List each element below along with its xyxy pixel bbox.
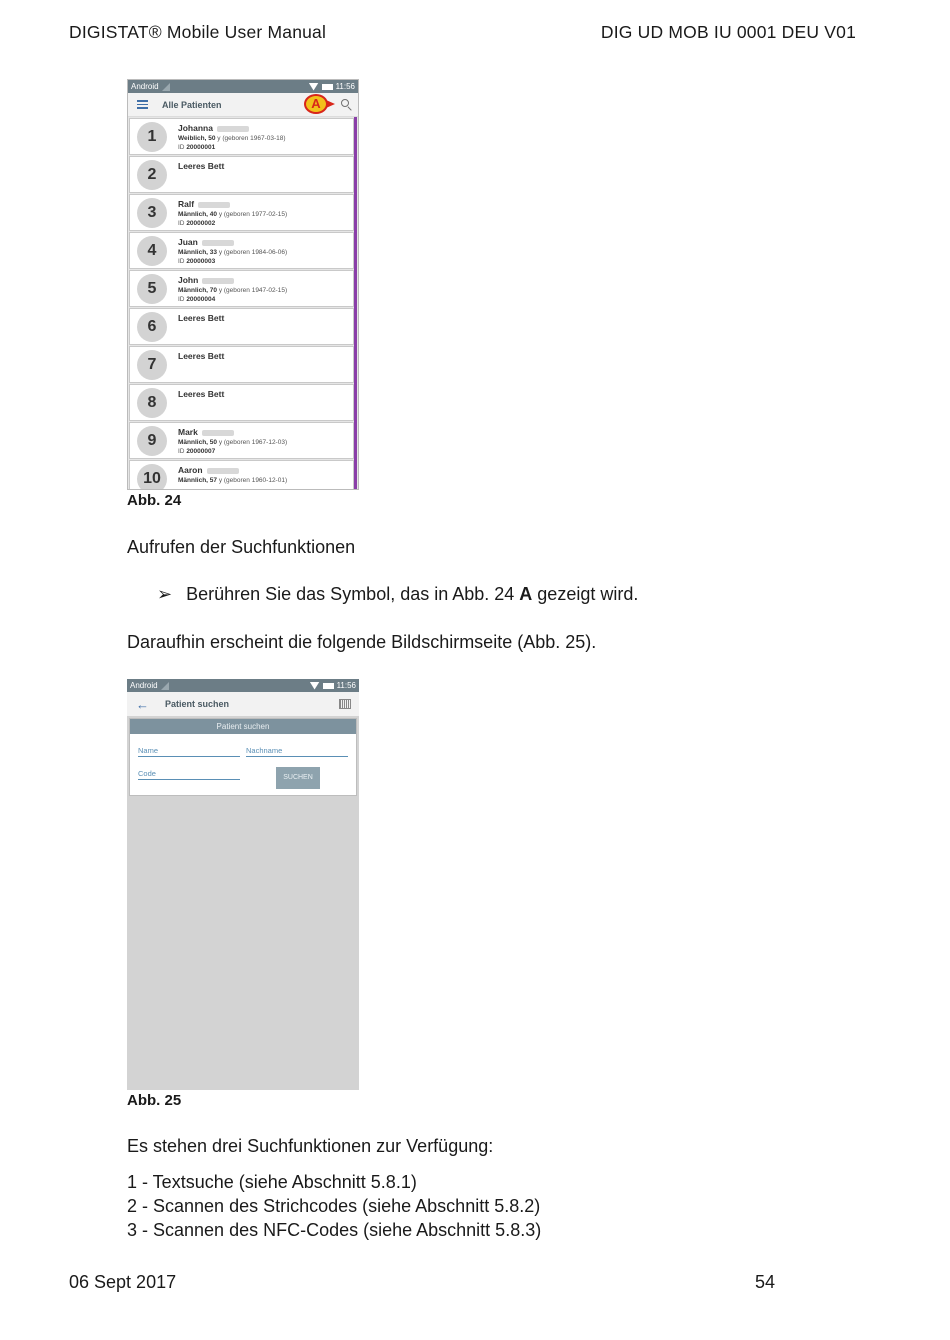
callout-marker-a: A — [304, 94, 328, 114]
blurred-surname — [202, 278, 234, 284]
table-row[interactable] — [129, 422, 354, 459]
footer-date: 06 Sept 2017 — [69, 1272, 177, 1292]
app-bar — [128, 93, 358, 117]
section-heading: Aufrufen der Suchfunktionen — [127, 537, 356, 557]
bed-number: 8 — [137, 388, 167, 418]
name-field[interactable]: Name — [138, 746, 240, 757]
screenshot-patient-list — [127, 79, 359, 490]
blurred-surname — [207, 468, 239, 474]
os-label: Android — [130, 681, 158, 690]
patient-info: Männlich, 40 y (geboren 1977-02-15) — [178, 211, 288, 218]
manual-title: DIGISTAT® Mobile User Manual — [69, 22, 327, 42]
blurred-surname — [198, 202, 230, 208]
battery-icon — [322, 84, 333, 90]
bullet-marker-ref: A — [519, 584, 533, 604]
table-row[interactable] — [129, 156, 354, 193]
instruction-bullet — [157, 584, 638, 605]
patient-id: ID 20000004 — [178, 296, 216, 303]
patient-name: Ralf — [178, 199, 230, 209]
lastname-field[interactable]: Nachname — [246, 746, 348, 757]
patient-id: ID 20000003 — [178, 258, 216, 265]
patient-info: Männlich, 50 y (geboren 1967-12-03) — [178, 439, 288, 446]
table-row[interactable] — [129, 308, 354, 345]
bed-number: 7 — [137, 350, 167, 380]
card-title: Patient suchen — [130, 719, 356, 734]
menu-icon[interactable] — [137, 98, 148, 111]
bed-number: 5 — [137, 274, 167, 304]
os-label: Android — [131, 82, 159, 91]
app-bar-title: Patient suchen — [165, 699, 230, 709]
result-paragraph: Daraufhin erscheint die folgende Bildschirmseite (Abb. 25). — [127, 632, 597, 652]
bed-number: 10 — [137, 464, 167, 490]
functions-list — [127, 1170, 541, 1242]
blurred-surname — [202, 430, 234, 436]
app-bar — [127, 692, 359, 716]
table-row[interactable] — [129, 194, 354, 231]
bed-number: 9 — [137, 426, 167, 456]
patient-info: Weiblich, 50 y (geboren 1967-03-18) — [178, 135, 286, 142]
clock: 11:56 — [336, 681, 356, 690]
list-item: 1 - Textsuche (siehe Abschnitt 5.8.1) — [127, 1172, 417, 1192]
bed-number: 2 — [137, 160, 167, 190]
battery-icon — [323, 683, 334, 689]
bed-number: 6 — [137, 312, 167, 342]
patient-id: ID 20000002 — [178, 220, 216, 227]
table-row[interactable] — [129, 270, 354, 307]
document-code: DIG UD MOB IU 0001 DEU V01 — [600, 22, 856, 42]
patient-info: Männlich, 33 y (geboren 1984-06-06) — [178, 249, 288, 256]
patient-name: Leeres Bett — [178, 351, 225, 361]
patient-info: Männlich, 70 y (geboren 1947-02-15) — [178, 287, 288, 294]
search-button[interactable]: SUCHEN — [276, 767, 320, 789]
bullet-text-end: gezeigt wird. — [532, 584, 639, 604]
signal-icon — [162, 83, 170, 91]
table-row[interactable] — [129, 346, 354, 383]
patient-name: Juan — [178, 237, 234, 247]
blurred-surname — [202, 240, 234, 246]
code-field[interactable]: Code — [138, 769, 240, 780]
signal-icon — [161, 682, 169, 690]
wifi-icon — [310, 682, 320, 690]
barcode-icon[interactable] — [339, 699, 351, 709]
functions-intro: Es stehen drei Suchfunktionen zur Verfügung: — [127, 1136, 494, 1156]
wifi-icon — [309, 83, 319, 91]
clock: 11:56 — [335, 82, 355, 91]
bullet-text: Berühren Sie das Symbol, das in Abb. 24 — [186, 584, 520, 604]
status-bar — [127, 679, 359, 692]
patient-name: Leeres Bett — [178, 313, 225, 323]
patient-name: Mark — [178, 427, 234, 437]
patient-list — [128, 117, 358, 490]
callout-arrow — [326, 100, 335, 108]
search-card — [129, 718, 357, 796]
search-area — [127, 716, 359, 1090]
list-item: 2 - Scannen des Strichcodes (siehe Abschnitt 5.8.2) — [127, 1196, 541, 1216]
scrollbar[interactable] — [354, 117, 357, 490]
patient-id: ID 20000001 — [178, 144, 216, 151]
screenshot-patient-search — [127, 679, 359, 1090]
list-item: 3 - Scannen des NFC-Codes (siehe Abschnitt 5.8.3) — [127, 1220, 542, 1240]
table-row[interactable] — [129, 460, 354, 490]
patient-name: Aaron — [178, 465, 239, 475]
patient-id: ID 20000007 — [178, 448, 216, 455]
patient-name: Leeres Bett — [178, 389, 225, 399]
bed-number: 4 — [137, 236, 167, 266]
patient-name: John — [178, 275, 234, 285]
page-number: 54 — [755, 1272, 776, 1292]
table-row[interactable] — [129, 118, 354, 155]
patient-info: Männlich, 57 y (geboren 1960-12-01) — [178, 477, 288, 484]
table-row[interactable] — [129, 232, 354, 269]
patient-name: Leeres Bett — [178, 161, 225, 171]
figure-caption-24: Abb. 24 — [127, 492, 182, 509]
status-bar — [128, 80, 358, 93]
table-row[interactable] — [129, 384, 354, 421]
bed-number: 1 — [137, 122, 167, 152]
bed-number: 3 — [137, 198, 167, 228]
patient-name: Johanna — [178, 123, 249, 133]
figure-caption-25: Abb. 25 — [127, 1092, 182, 1109]
search-icon[interactable] — [341, 99, 349, 107]
app-bar-title: Alle Patienten — [162, 99, 222, 110]
bullet-arrow-icon: ➢ — [157, 584, 173, 604]
blurred-surname — [217, 126, 249, 132]
back-arrow-icon[interactable]: ← — [136, 696, 149, 712]
